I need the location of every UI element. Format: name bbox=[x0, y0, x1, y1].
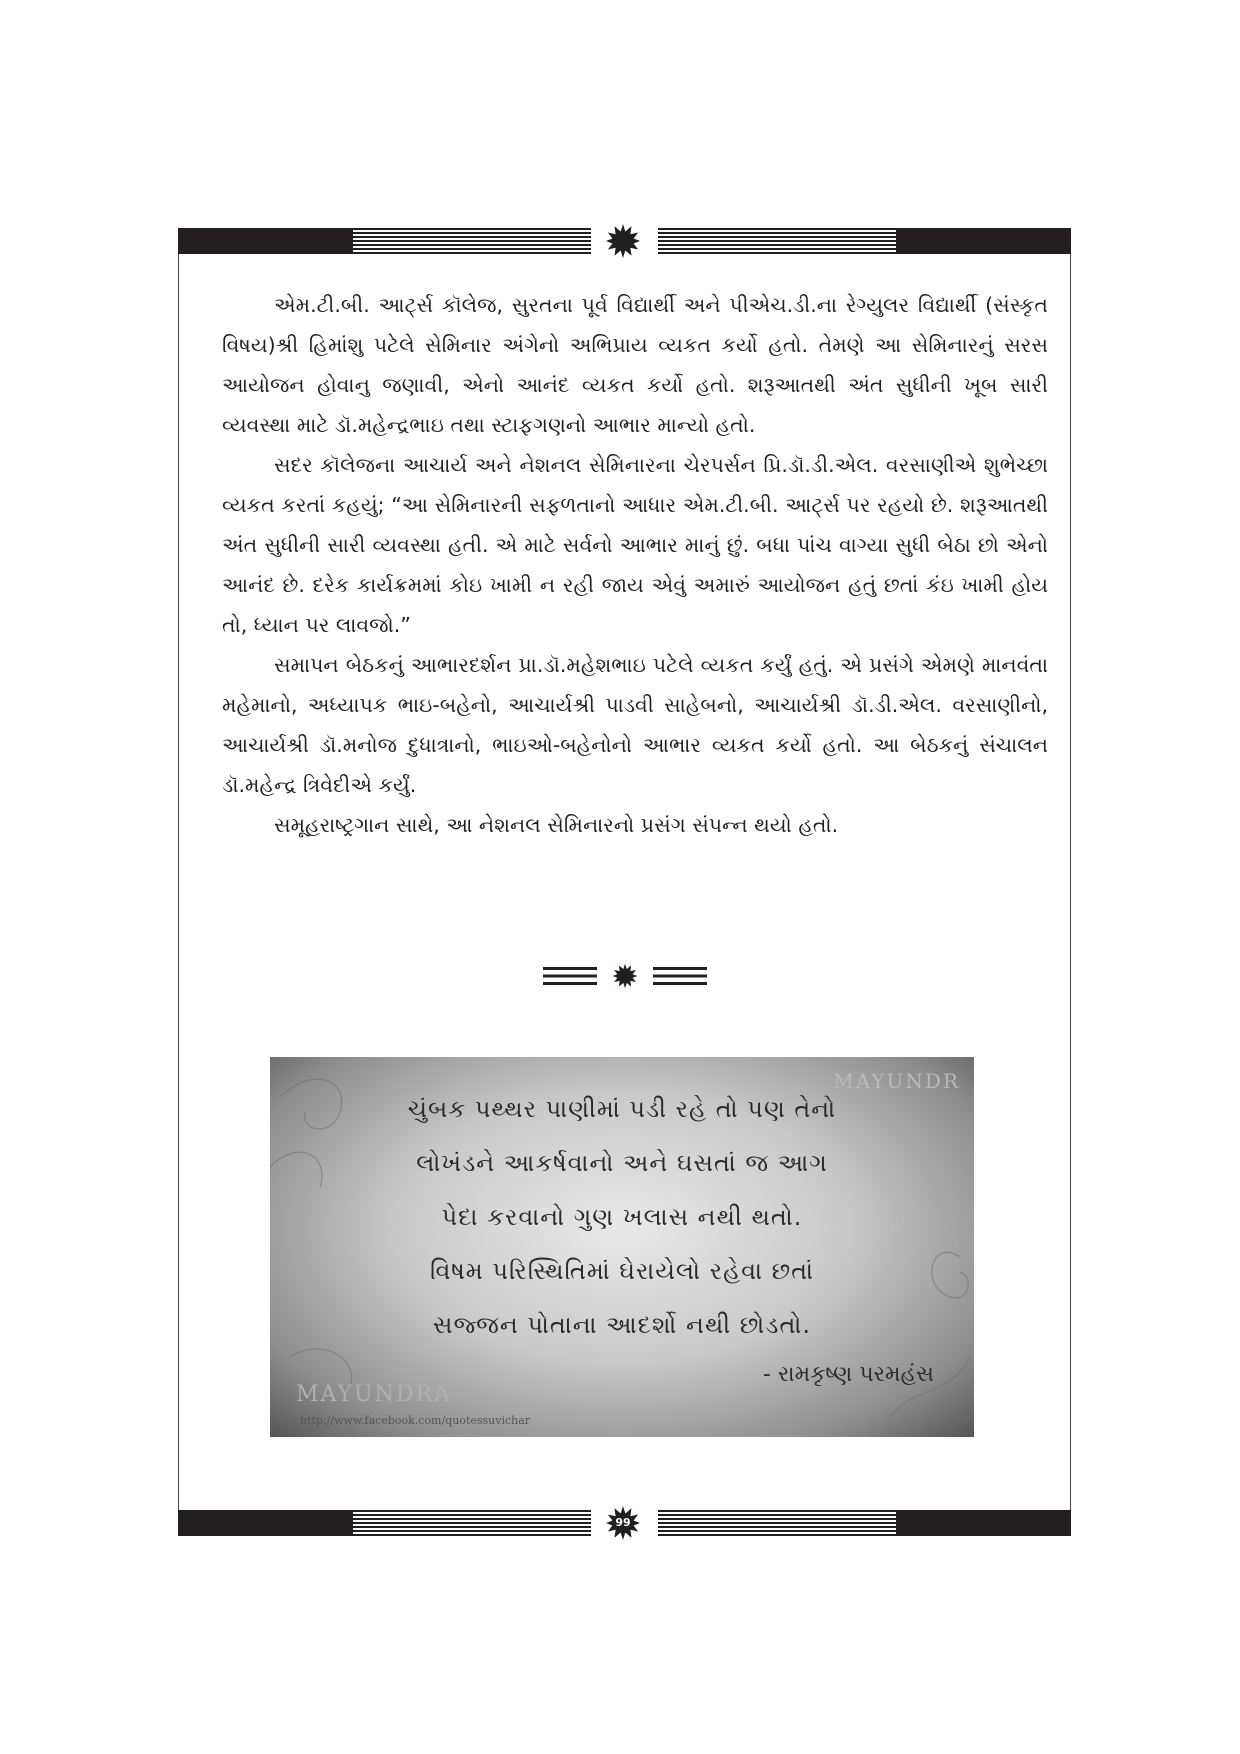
divider-lines-left bbox=[543, 967, 597, 985]
paragraph: સમૂહરાષ્ટ્રગાન સાથે, આ નેશનલ સેમિનારનો પ્રસંગ સંપન્ન થયો હતો. bbox=[274, 813, 839, 837]
header-ornament-bar bbox=[178, 228, 1071, 254]
footer-ornament-bar bbox=[178, 1510, 1071, 1536]
paragraph: સદર કૉલેજના આચાર્ય અને નેશનલ સેમિનારના ચેરપર્સન પ્રિ.ડૉ.ડી.એલ. વરસાણીએ શુભેચ્છા વ્યકત કરતાં કહયું; “આ સેમિનારની સફળતાનો આધાર એમ.ટી.બી. આટ્‌ર્સ પર રહયો છે. શરૂઆતથી અંત સુધીની સારી વ્યવસ્થા હતી. એ માટે સર્વનો આભાર માનું છું. બધા પાંચ વાગ્યા સુધી બેઠા છો એનો આનંદ છે. દરેક કાર્યક્રમમાં કોઇ ખામી ન રહી જાય એવું અમારું આયોજન હતું છતાં કંઇ ખામી હોય તો, ધ્યાન પર લાવજો.” bbox=[222, 453, 1048, 637]
footer-bar-left-lines bbox=[353, 1510, 591, 1536]
watermark-bottom: MAYUNDRA bbox=[296, 1382, 452, 1407]
header-bar-left-lines bbox=[353, 228, 591, 254]
quote-line: પેદા કરવાનો ગુણ ખલાસ નથી થતો. bbox=[441, 1203, 803, 1231]
body-text bbox=[222, 285, 1048, 845]
header-bar-left-block bbox=[178, 228, 353, 254]
section-divider bbox=[543, 963, 707, 989]
sunburst-emblem-icon bbox=[605, 223, 641, 259]
paragraph: સમાપન બેઠકનું આભારદર્શન પ્રા.ડૉ.મહેશભાઇ પટેલે વ્યકત કર્યું હતું. એ પ્રસંગે એમણે માનવંતા મહેમાનો, અધ્યાપક ભાઇ-બહેનો, આચાર્યશ્રી પાડવી સાહેબનો, આચાર્યશ્રી ડૉ.ડી.એલ. વરસાણીનો, આચાર્યશ્રી ડૉ.મનોજ દુધાત્રાનો, ભાઇઓ-બહેનોનો આભાર વ્યકત કર્યો હતો. આ બેઠકનું સંચાલન ડૉ.મહેન્દ્ર ત્રિવેદીએ કર્યું. bbox=[222, 653, 1048, 797]
quote-line: લોખંડને આકર્ષવાનો અને ઘસતાં જ આગ bbox=[416, 1149, 828, 1177]
footer-bar-right-block bbox=[896, 1510, 1071, 1536]
quote-author: - રામકૃષ્ણ પરમહંસ bbox=[762, 1362, 934, 1387]
quote-image bbox=[270, 1057, 974, 1437]
quote-line: વિષમ પરિસ્થિતિમાં ઘેરાયેલો રહેવા છતાં bbox=[430, 1257, 814, 1285]
footer-bar-right-lines bbox=[658, 1510, 896, 1536]
sunburst-divider-icon bbox=[611, 963, 639, 989]
watermark-top: MAYUNDR bbox=[833, 1069, 960, 1093]
header-bar-right-lines bbox=[658, 228, 896, 254]
quote-line: ચુંબક પથ્થર પાણીમાં પડી રહે તો પણ તેનો bbox=[407, 1095, 837, 1123]
paragraph: એમ.ટી.બી. આટ્‌ર્સ કૉલેજ, સુરતના પૂર્વ વિદ્યાર્થી અને પીએચ.ડી.ના રેગ્યુલર વિદ્યાર્થી (સંસ્કૃત વિષય)શ્રી હિમાંશુ પટેલે સેમિનાર અંગેનો અભિપ્રાય વ્યકત કર્યો હતો. તેમણે આ સેમિનારનું સરસ આયોજન હોવાનુ જણાવી, એનો આનંદ વ્યકત કર્યો હતો. શરૂઆતથી અંત સુધીની ખૂબ સારી વ્યવસ્થા માટે ડૉ.મહેન્દ્રભાઇ તથા સ્ટાફગણનો આભાર માન્યો હતો. bbox=[222, 293, 1048, 437]
header-bar-right-block bbox=[896, 228, 1071, 254]
page-number-badge bbox=[605, 1505, 641, 1541]
page-number: 99 bbox=[615, 1516, 631, 1529]
quote-source-url: http://www.facebook.com/quotessuvichar bbox=[300, 1414, 531, 1427]
footer-bar-left-block bbox=[178, 1510, 353, 1536]
quote-line: સજ્જન પોતાના આદર્શો નથી છોડતો. bbox=[433, 1311, 811, 1339]
divider-lines-right bbox=[653, 967, 707, 985]
